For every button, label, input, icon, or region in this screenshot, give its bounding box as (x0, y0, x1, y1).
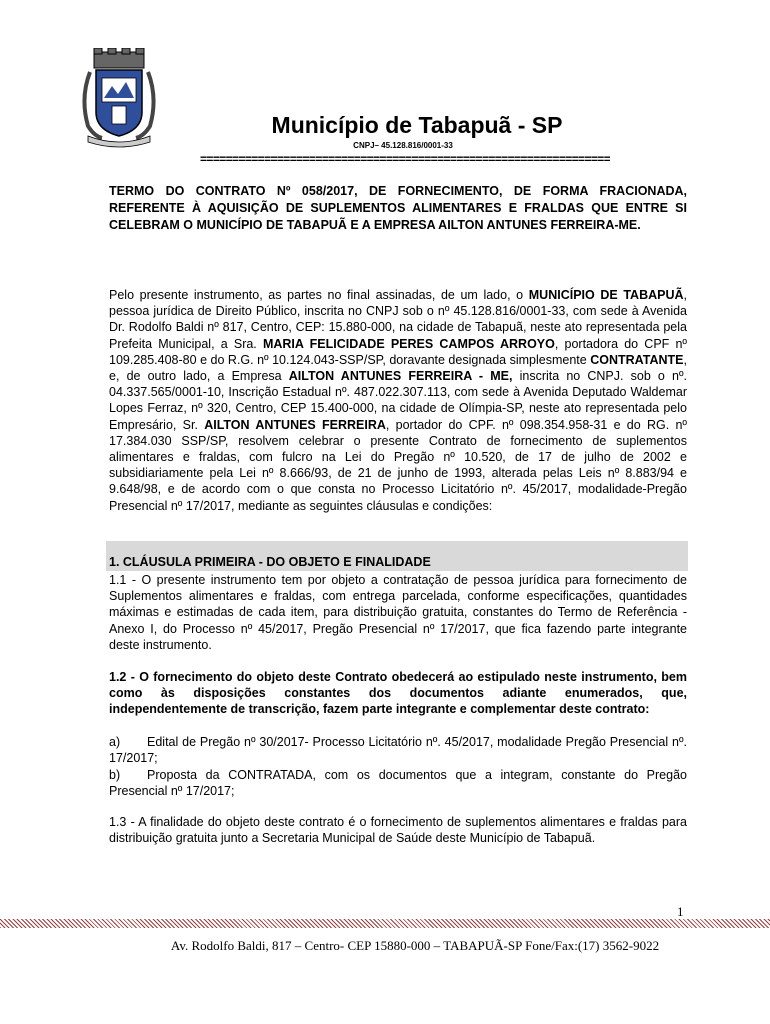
clause-1-3: 1.3 - A finalidade do objeto deste contrato é o fornecimento de suplementos alimentares e fraldas para distribuição gratuita junto a Secretaria Municipal de Saúde deste Município de Tabapuã. (109, 815, 687, 846)
intro-paragraph: Pelo presente instrumento, as partes no final assinadas, de um lado, o MUNICÍPIO DE TABAPUÃ, pessoa jurídica de Direito Público, inscrita no CNPJ sob o nº 45.128.816/0001-33, com sede à Avenida Dr. Rodolfo Baldi nº 817, Centro, CEP: 15.880-000, na cidade de Tabapuã, neste ato representada pela Prefeita Municipal, a Sra. MARIA FELICIDADE PERES CAMPOS ARROYO, portadora do CPF nº 109.285.408-80 e do R.G. nº 10.124.043-SSP/SP, doravante designada simplesmente CONTRATANTE, e, de outro lado, a Empresa AILTON ANTUNES FERREIRA - ME, inscrita no CNPJ. sob o nº. 04.337.565/0001-10, Inscrição Estadual nº. 487.022.307.113, com sede à Avenida Deputado Waldemar Lopes Ferraz, nº 320, Centro, CEP 15.400-000, na cidade de Olímpia-SP, neste ato representada pelo Empresário, Sr. AILTON ANTUNES FERREIRA, portador do CPF. nº 098.354.958-31 e do RG. nº 17.384.030 SSP/SP, resolvem celebrar o presente Contrato de fornecimento de suplementos alimentares e fraldas, com fulcro na Lei do Pregão nº 10.520, de 17 de julho de 2002 e subsidiariamente pela Lei nº 8.666/93, de 21 de junho de 1993, alterada pelas Leis nº 8.883/94 e 9.648/98, e de acordo com o que consta no Processo Licitatório nº. 45/2017, modalidade-Pregão Presencial nº 17/2017, mediante as seguintes cláusulas e condições: (109, 288, 688, 513)
clause-1-2: 1.2 - O fornecimento do objeto deste Contrato obedecerá ao estipulado neste instrumento, bem como às disposições constantes dos documentos adiante enumerados, que, independentemente de transcrição, fazem parte integrante e complementar deste contrato: (109, 670, 687, 717)
page-title: Município de Tabapuã - SP (271, 112, 563, 138)
footer-divider (0, 919, 770, 928)
clause-1-2-item-b: b) Proposta da CONTRATADA, com os documentos que a integram, constante do Pregão Presencial nº 17/2017; (109, 768, 687, 799)
cnpj-line: CNPJ– 45.128.816/0001-33 (353, 141, 453, 150)
clause-1-title: 1. CLÁUSULA PRIMEIRA - DO OBJETO E FINALIDADE (109, 555, 431, 569)
separator-line: ================================================================ (200, 152, 610, 166)
clause-1-2-item-a: a) Edital de Pregão nº 30/2017- Processo Licitatório nº. 45/2017, modalidade Pregão Presencial nº. 17/2017; (109, 735, 687, 766)
clause-1-1: 1.1 - O presente instrumento tem por objeto a contratação de pessoa jurídica para fornecimento de Suplementos alimentares e fraldas, com entrega parcelada, conforme especificações, quantidades máximas e estimadas de cada item, para distribuição gratuita, constantes do Termo de Referência - Anexo I, do Processo nº 45/2017, Pregão Presencial nº 17/2017, que fica fazendo parte integrante deste instrumento. (109, 573, 687, 652)
contract-heading: TERMO DO CONTRATO Nº 058/2017, DE FORNECIMENTO, DE FORMA FRACIONADA, REFERENTE À AQUISIÇÃO DE SUPLEMENTOS ALIMENTARES E FRALDAS QUE ENTRE SI CELEBRAM O MUNICÍPIO DE TABAPUÃ E A EMPRESA AILTON ANTUNES FERREIRA-ME. (109, 184, 687, 232)
page-number: 1 (677, 904, 684, 919)
footer-address: Av. Rodolfo Baldi, 817 – Centro- CEP 15880-000 – TABAPUÃ-SP Fone/Fax:(17) 3562-9022 (170, 938, 660, 953)
